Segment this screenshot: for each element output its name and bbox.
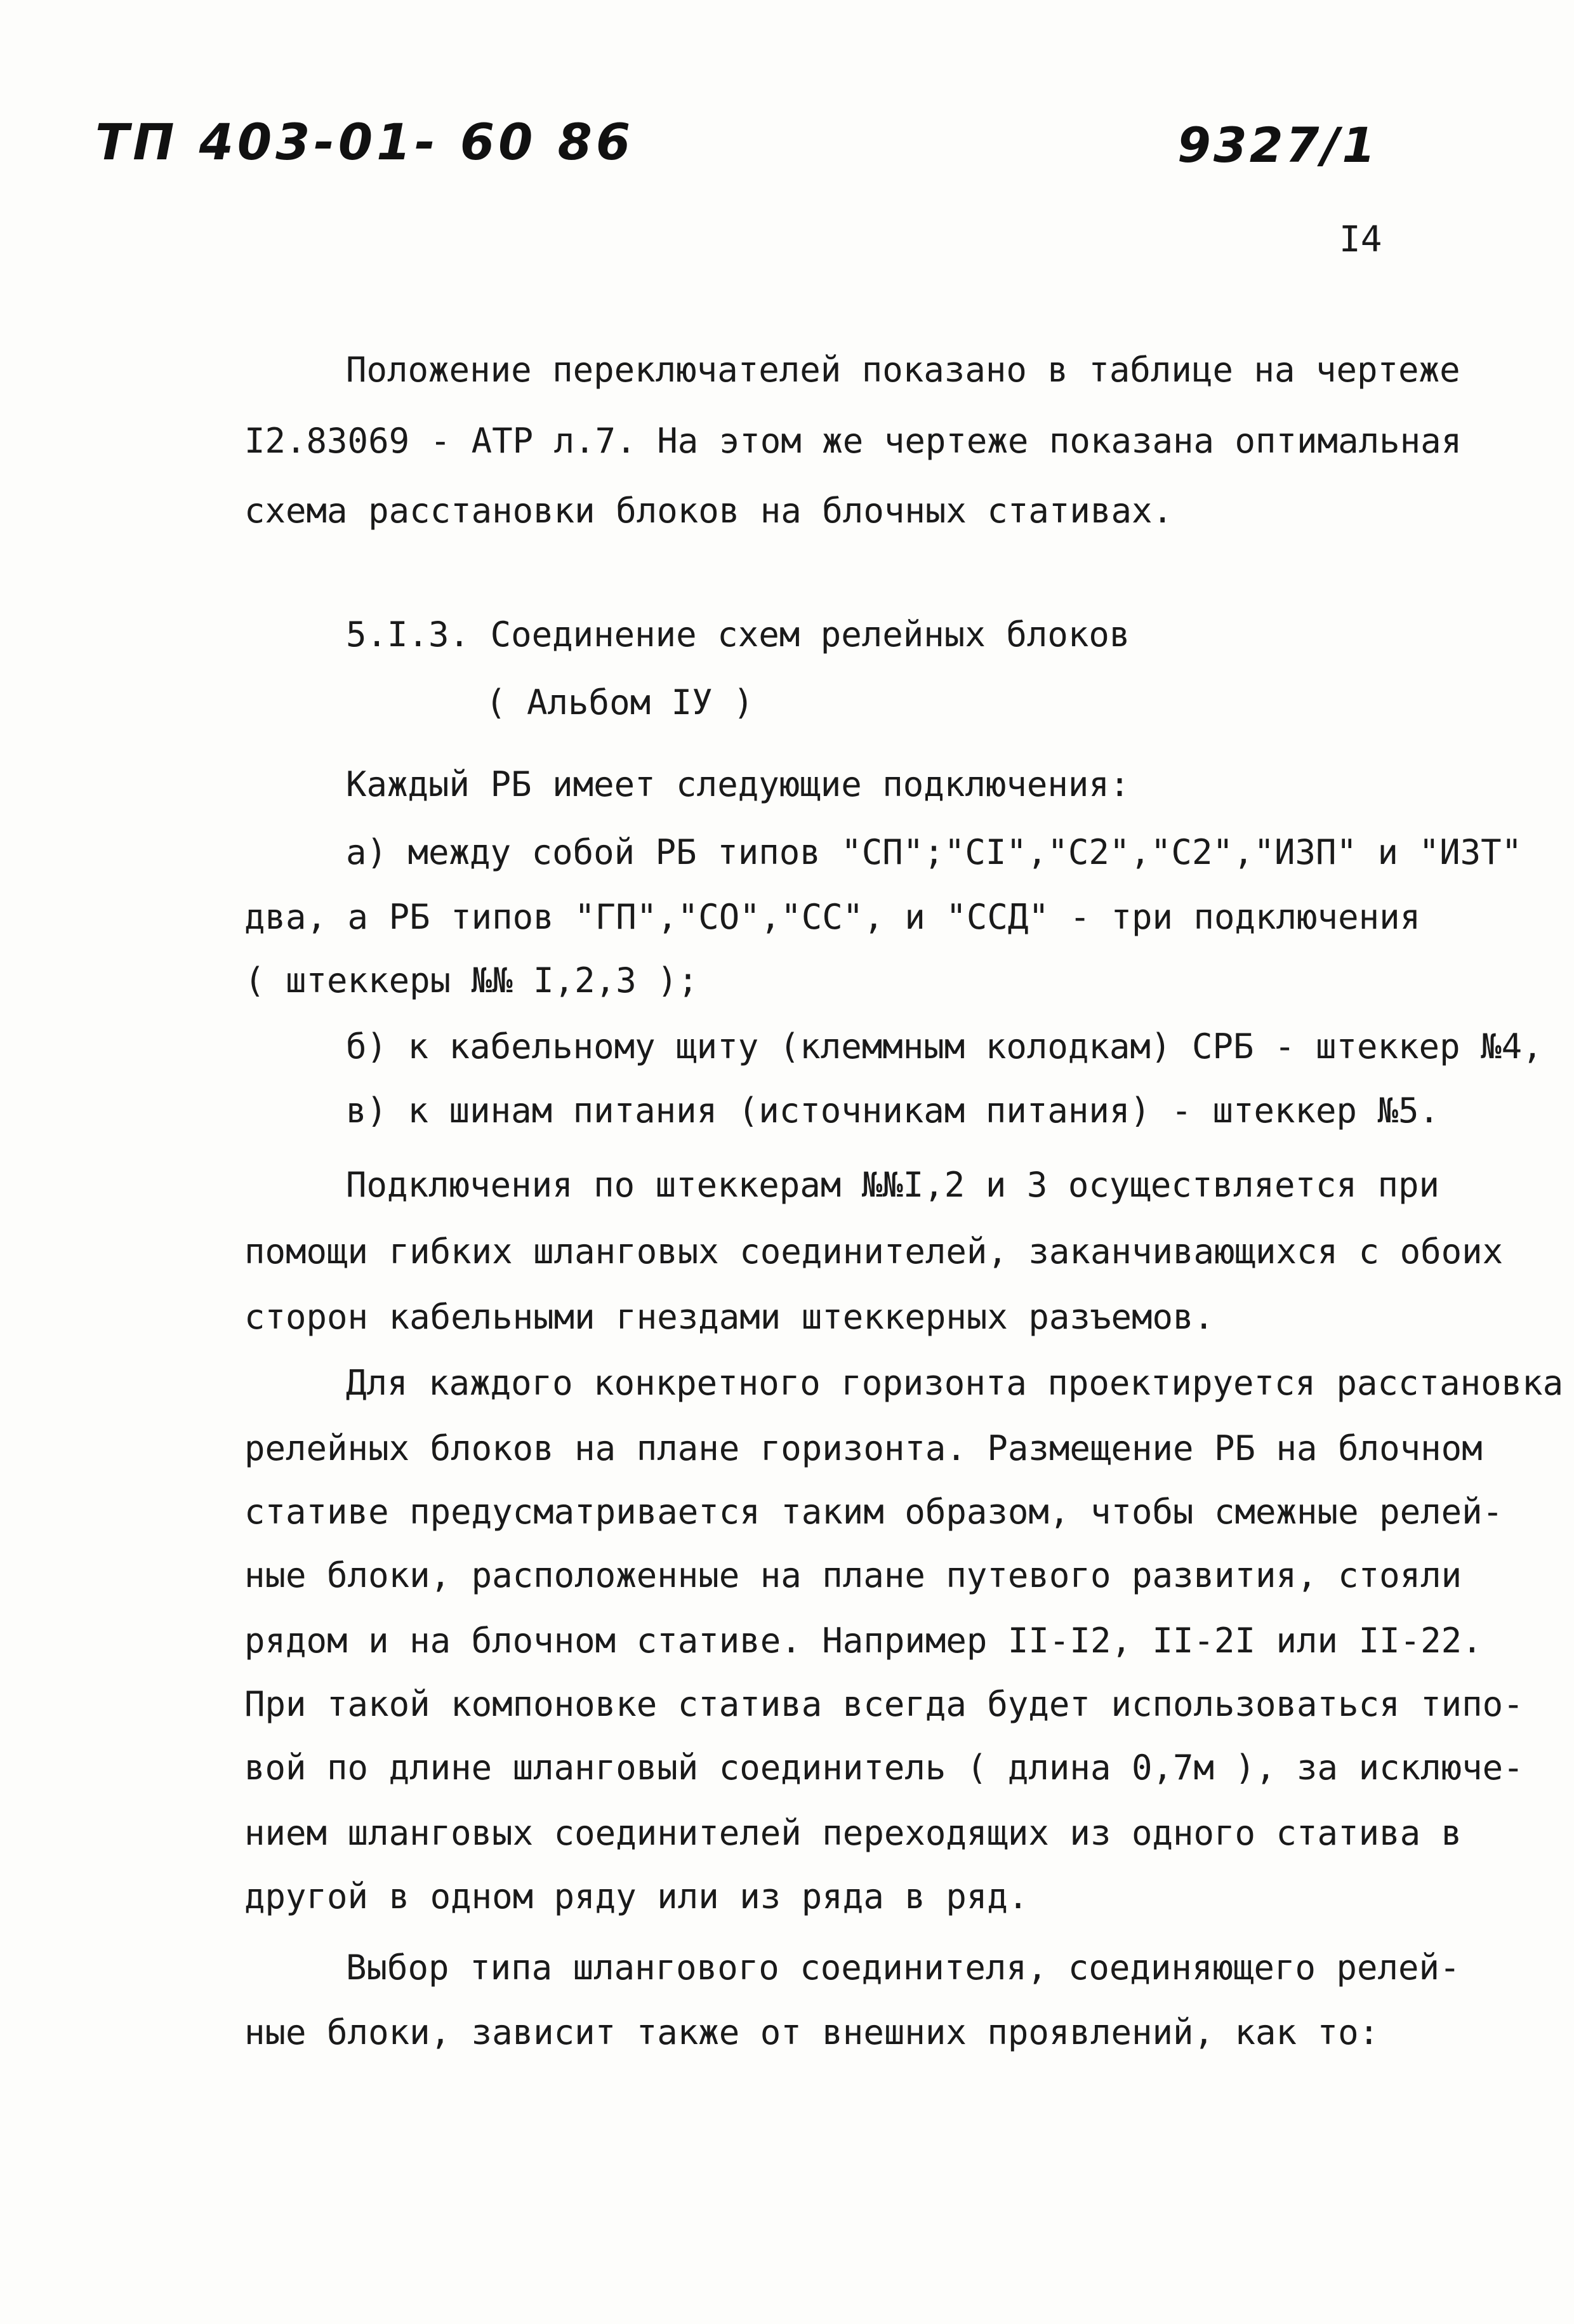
text-line: Выбор типа шлангового соединителя, соединяющего релей-: [346, 1948, 1460, 1988]
text-line: ( штеккеры №№ I,2,3 );: [244, 960, 699, 1000]
text-line: Положение переключателей показано в таблице на чертеже: [346, 350, 1460, 390]
text-line: рядом и на блочном стативе. Например II-I2, II-2I или II-22.: [244, 1621, 1483, 1661]
list-item: в) к шинам питания (источникам питания) - штеккер №5.: [346, 1091, 1440, 1131]
list-item: б) к кабельному щиту (клеммным колодкам) СРБ - штеккер №4,: [346, 1026, 1543, 1066]
text-line: При такой компоновке статива всегда будет использоваться типо-: [244, 1684, 1524, 1724]
text-line: нием шланговых соединителей переходящих из одного статива в: [244, 1813, 1462, 1853]
page-number: I4: [1339, 219, 1382, 260]
text-line: сторон кабельными гнездами штеккерных разъемов.: [244, 1297, 1215, 1337]
text-line: схема расстановки блоков на блочных стативах.: [244, 491, 1173, 531]
text-line: релейных блоков на плане горизонта. Размещение РБ на блочном: [244, 1428, 1483, 1468]
text-line: помощи гибких шланговых соединителей, заканчивающихся с обоих: [244, 1232, 1504, 1272]
text-line: Для каждого конкретного горизонта проектируется расстановка: [346, 1363, 1564, 1403]
section-subheading: ( Альбом IУ ): [486, 682, 754, 722]
text-line: I2.83069 - АТР л.7. На этом же чертеже показана оптимальная: [244, 421, 1462, 461]
section-heading: 5.I.3. Соединение схем релейных блоков: [346, 614, 1130, 654]
text-line: Подключения по штеккерам №№I,2 и 3 осуществляется при: [346, 1165, 1440, 1205]
list-item: а) между собой РБ типов "СП";"СI","С2","С2","ИЗП" и "ИЗТ": [346, 832, 1523, 872]
text-line: вой по длине шланговый соединитель ( длина 0,7м ), за исключе-: [244, 1748, 1524, 1788]
sheet-id: 9327/1: [1177, 117, 1379, 173]
text-line: ные блоки, расположенные на плане путевого развития, стояли: [244, 1555, 1462, 1595]
text-line: два, а РБ типов "ГП","СО","СС", и "ССД" - три подключения: [244, 897, 1421, 937]
text-line: другой в одном ряду или из ряда в ряд.: [244, 1876, 1029, 1916]
text-line: ные блоки, зависит также от внешних проявлений, как то:: [244, 2012, 1380, 2052]
text-line: стативе предусматривается таким образом, чтобы смежные релей-: [244, 1492, 1504, 1532]
text-line: Каждый РБ имеет следующие подключения:: [346, 764, 1130, 804]
document-code: ТП 403-01- 60 86: [95, 114, 635, 171]
